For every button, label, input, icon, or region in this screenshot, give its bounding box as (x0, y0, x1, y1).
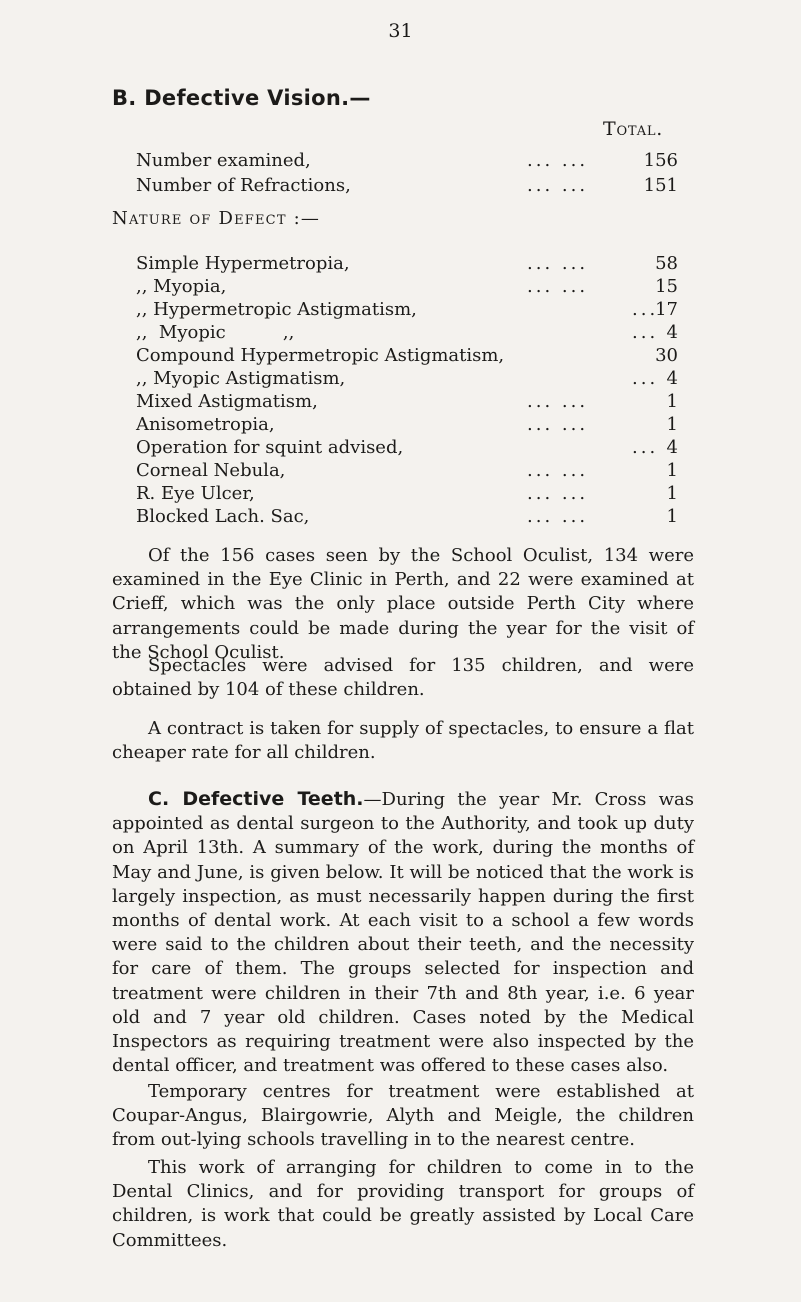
defect-label: ,, Myopic ,, (136, 322, 295, 343)
vision-paragraph: A contract is taken for supply of spectacles, to ensure a flat cheaper rate for all children. (112, 718, 694, 764)
defect-label: Mixed Astigmatism, (136, 391, 318, 412)
defect-dots: ... (632, 299, 659, 320)
defect-label: R. Eye Ulcer, (136, 483, 255, 504)
row-value: 151 (643, 175, 678, 196)
total-column-header: Total. (603, 118, 664, 140)
defect-label: Anisometropia, (136, 414, 275, 435)
defect-dots: ... (632, 437, 659, 458)
row-label: Number of Refractions, (136, 175, 351, 196)
defect-value: 1 (666, 391, 678, 412)
defect-label: ,, Myopic Astigmatism, (136, 368, 346, 389)
defect-dots: ... (632, 368, 659, 389)
defect-label: Simple Hypermetropia, (136, 253, 350, 274)
defect-dots: ... ... (527, 253, 589, 274)
nature-of-defect-heading: Nature of Defect :— (112, 208, 321, 229)
teeth-paragraph: This work of arranging for children to come in to the Dental Clinics, and for providing transport for groups of children, is work that could be greatly assisted by Local Care Committees. (112, 1157, 694, 1251)
teeth-paragraph (112, 787, 694, 1078)
row-dots: ... ... (527, 175, 589, 196)
defect-value: 30 (655, 345, 678, 366)
defect-dots: ... ... (527, 460, 589, 481)
vision-paragraph: Spectacles were advised for 135 children, and were obtained by 104 of these children. (112, 655, 694, 701)
teeth-paragraph: Temporary centres for treatment were established at Coupar-Angus, Blairgowrie, Alyth and Meigle, the children from out-lying schools travelling in to the nearest centre. (112, 1081, 694, 1151)
row-label: Number examined, (136, 150, 311, 171)
defect-value: 1 (666, 506, 678, 527)
defect-dots: ... ... (527, 391, 589, 412)
teeth-intro-text: —During the year Mr. Cross was appointed as dental surgeon to the Authority, and took up duty on April 13th. A summary of the work, during the months of May and June, is given below. It will be noticed that the work is largely inspection, as must necessarily happen during the first months of dental work. At each visit to a school a few words were said to the children about their teeth, and the necessity for care of them. The groups selected for inspection and treatment were children in their 7th and 8th year, i.e. 6 year old and 7 year old children. Cases noted by the Medical Inspectors as requiring treatment were also inspected by the dental officer, and treatment was offered to these cases also. (112, 789, 694, 1077)
vision-paragraph: Of the 156 cases seen by the School Oculist, 134 were examined in the Eye Clinic in Perth, and 22 were examined at Crieff, which was the only place outside Perth City where arrangements could be made during the year for the visit of the School Oculist. (112, 545, 694, 663)
defect-dots: ... ... (527, 483, 589, 504)
defect-value: 4 (666, 368, 678, 389)
defect-dots: ... ... (527, 414, 589, 435)
row-dots: ... ... (527, 150, 589, 171)
defect-dots: ... ... (527, 276, 589, 297)
defect-value: 1 (666, 483, 678, 504)
defect-label: ,, Hypermetropic Astigmatism, (136, 299, 417, 320)
defect-label: Operation for squint advised, (136, 437, 404, 458)
defect-label: Blocked Lach. Sac, (136, 506, 310, 527)
defect-value: 4 (666, 322, 678, 343)
defect-label: ,, Myopia, (136, 276, 227, 297)
defect-value: 15 (655, 276, 678, 297)
section-c-heading: C. Defective Teeth. (148, 788, 364, 810)
defect-value: 58 (655, 253, 678, 274)
defect-label: Compound Hypermetropic Astigmatism, (136, 345, 505, 366)
section-b-heading: B. Defective Vision.— (112, 86, 371, 110)
defect-label: Corneal Nebula, (136, 460, 286, 481)
defect-dots: ... ... (527, 506, 589, 527)
page-number: 31 (388, 20, 413, 42)
defect-value: 17 (655, 299, 678, 320)
defect-value: 1 (666, 414, 678, 435)
defect-value: 1 (666, 460, 678, 481)
row-value: 156 (643, 150, 678, 171)
defect-value: 4 (666, 437, 678, 458)
defect-dots: ... (632, 322, 659, 343)
